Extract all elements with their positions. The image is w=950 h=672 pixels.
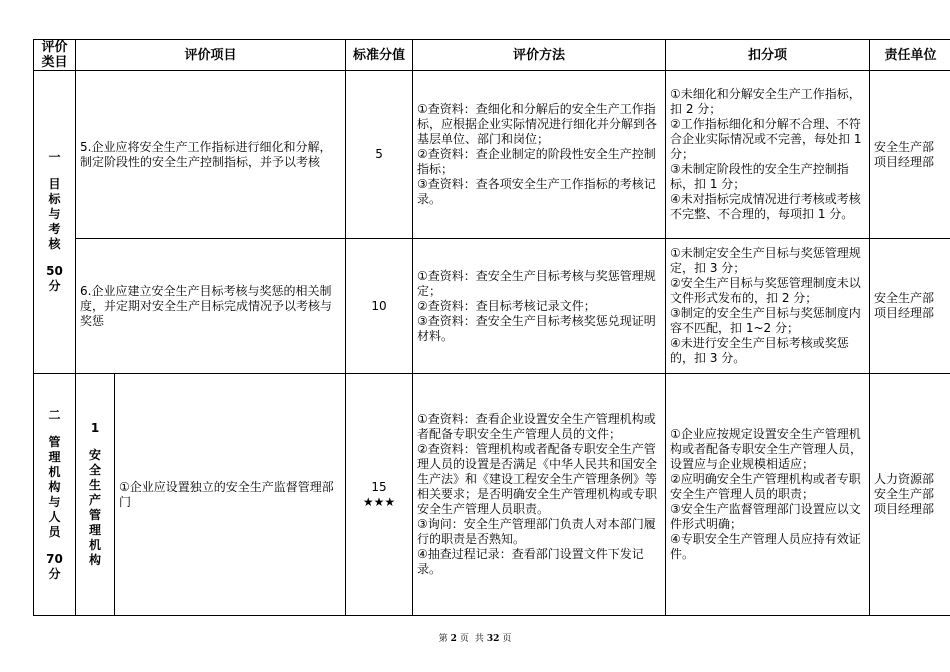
subcategory-char: 安 [88,448,101,462]
category-score: 70 [46,551,63,566]
footer-prefix: 第 [438,634,448,644]
category-char: 考 [48,222,61,236]
method-text: ①查资料：查看企业设置安全生产管理机构或者配备专职安全生产管理人员的文件； ②查资料：管理机构或者配备专职安全生产管理人员的设置是否满足《中华人民共和国安全生产法》和《建设工程安全生产管理条例》等相关要求；是否明确安全生产管理机构或专职安全生产管理人员职责。 ③询问：安全生产管理部门负责人对本部门履行的职责是否熟知。 ④抽查过程记录：查看部门设置文件下发记录。 [413,374,666,616]
subcategory-char: 全 [88,463,101,477]
responsible-unit: 安全生产部 项目经理部 [870,239,950,374]
category-score-unit: 分 [48,566,61,581]
page-number: 2 [450,634,457,644]
category-char: 构 [48,479,61,494]
category-char: 目 [48,177,61,191]
item-score: 10 [346,239,413,374]
category-char: 人 [48,509,61,524]
header-item: 评价项目 [76,40,346,71]
category-char: 标 [48,192,61,206]
category-number: 一 [48,150,61,164]
category-char: 与 [48,207,61,221]
header-deduction: 扣分项 [666,40,870,71]
footer-suffix: 页 [502,634,512,644]
page-total: 32 [486,634,500,644]
deduction-text: ①企业应按规定设置安全生产管理机构或者配备专职安全生产管理人员，设置应与企业规模相适应； ②应明确安全生产管理机构或者专职安全生产管理人员的职责； ③安全生产监督管理部门设置应以文件形式明确； ④专职安全生产管理人员应持有效证件。 [666,374,870,616]
subcategory-char: 生 [88,478,101,492]
category-char: 核 [48,237,61,251]
category-char: 员 [48,524,61,539]
item-text: ①企业应设置独立的安全生产监督管理部门 [115,374,346,616]
item-score-cell [346,374,413,616]
category-goals [34,71,76,374]
evaluation-table [33,39,950,616]
method-text: ①查资料：查细化和分解后的安全生产工作指标，应根据企业实际情况进行细化并分解到各基层单位、部门和岗位； ②查资料：查企业制定的阶段性安全生产控制指标； ③查资料：查各项安全生产工作指标的考核记录。 [413,71,666,239]
category-score: 50 [46,264,63,278]
table-header-row [34,40,950,71]
method-text: ①查资料：查安全生产目标考核与奖惩管理规定； ②查资料：查目标考核记录文件； ③查资料：查安全生产目标考核奖惩兑现证明材料。 [413,239,666,374]
responsible-unit: 安全生产部 项目经理部 [870,71,950,239]
category-organization [34,374,76,616]
header-unit: 责任单位 [870,40,950,71]
category-number: 二 [48,407,61,422]
subcategory-char: 构 [88,553,101,567]
item-score: 5 [346,71,413,239]
subcategory-char: 机 [88,538,101,552]
footer-total-label: 共 [474,634,484,644]
category-char: 理 [48,449,61,464]
footer-page-label: 页 [459,634,469,644]
page-footer [0,631,950,644]
star-rating: ★★★ [362,494,396,509]
category-char: 管 [48,434,61,449]
subcategory-char: 管 [88,508,101,522]
subcategory-safety-org [76,374,115,616]
header-score: 标准分值 [346,40,413,71]
table-row [34,239,950,374]
deduction-text: ①未制定安全生产目标与奖惩管理规定，扣 3 分； ②安全生产目标与奖惩管理制度未以文件形式发布的，扣 2 分； ③制定的安全生产目标与奖惩制度内容不匹配，扣 1~2 分； ④未进行安全生产目标考核或奖惩的，扣 3 分。 [666,239,870,374]
header-category: 评价类目 [34,40,76,71]
header-method: 评价方法 [413,40,666,71]
subcategory-char: 产 [88,493,101,507]
subcategory-number: 1 [90,421,100,435]
deduction-text: ①未细化和分解安全生产工作指标，扣 2 分； ②工作指标细化和分解不合理、不符合企业实际情况或不完善，每处扣 1 分； ③未制定阶段性的安全生产控制指标，扣 1 分； ④未对指标完成情况进行考核或考核不完整、不合理的，每项扣 1 分。 [666,71,870,239]
table-row [34,71,950,239]
item-score: 15 [371,479,387,494]
table-row [34,374,950,616]
category-char: 与 [48,494,61,509]
category-char: 机 [48,464,61,479]
category-score-unit: 分 [48,279,61,293]
responsible-unit: 人力资源部 安全生产部 项目经理部 [870,374,950,616]
item-text: 5.企业应将安全生产工作指标进行细化和分解，制定阶段性的安全生产控制指标，并予以考核 [76,71,346,239]
subcategory-char: 理 [88,523,101,537]
item-text: 6.企业应建立安全生产目标考核与奖惩的相关制度，并定期对安全生产目标完成情况予以考核与奖惩 [76,239,346,374]
